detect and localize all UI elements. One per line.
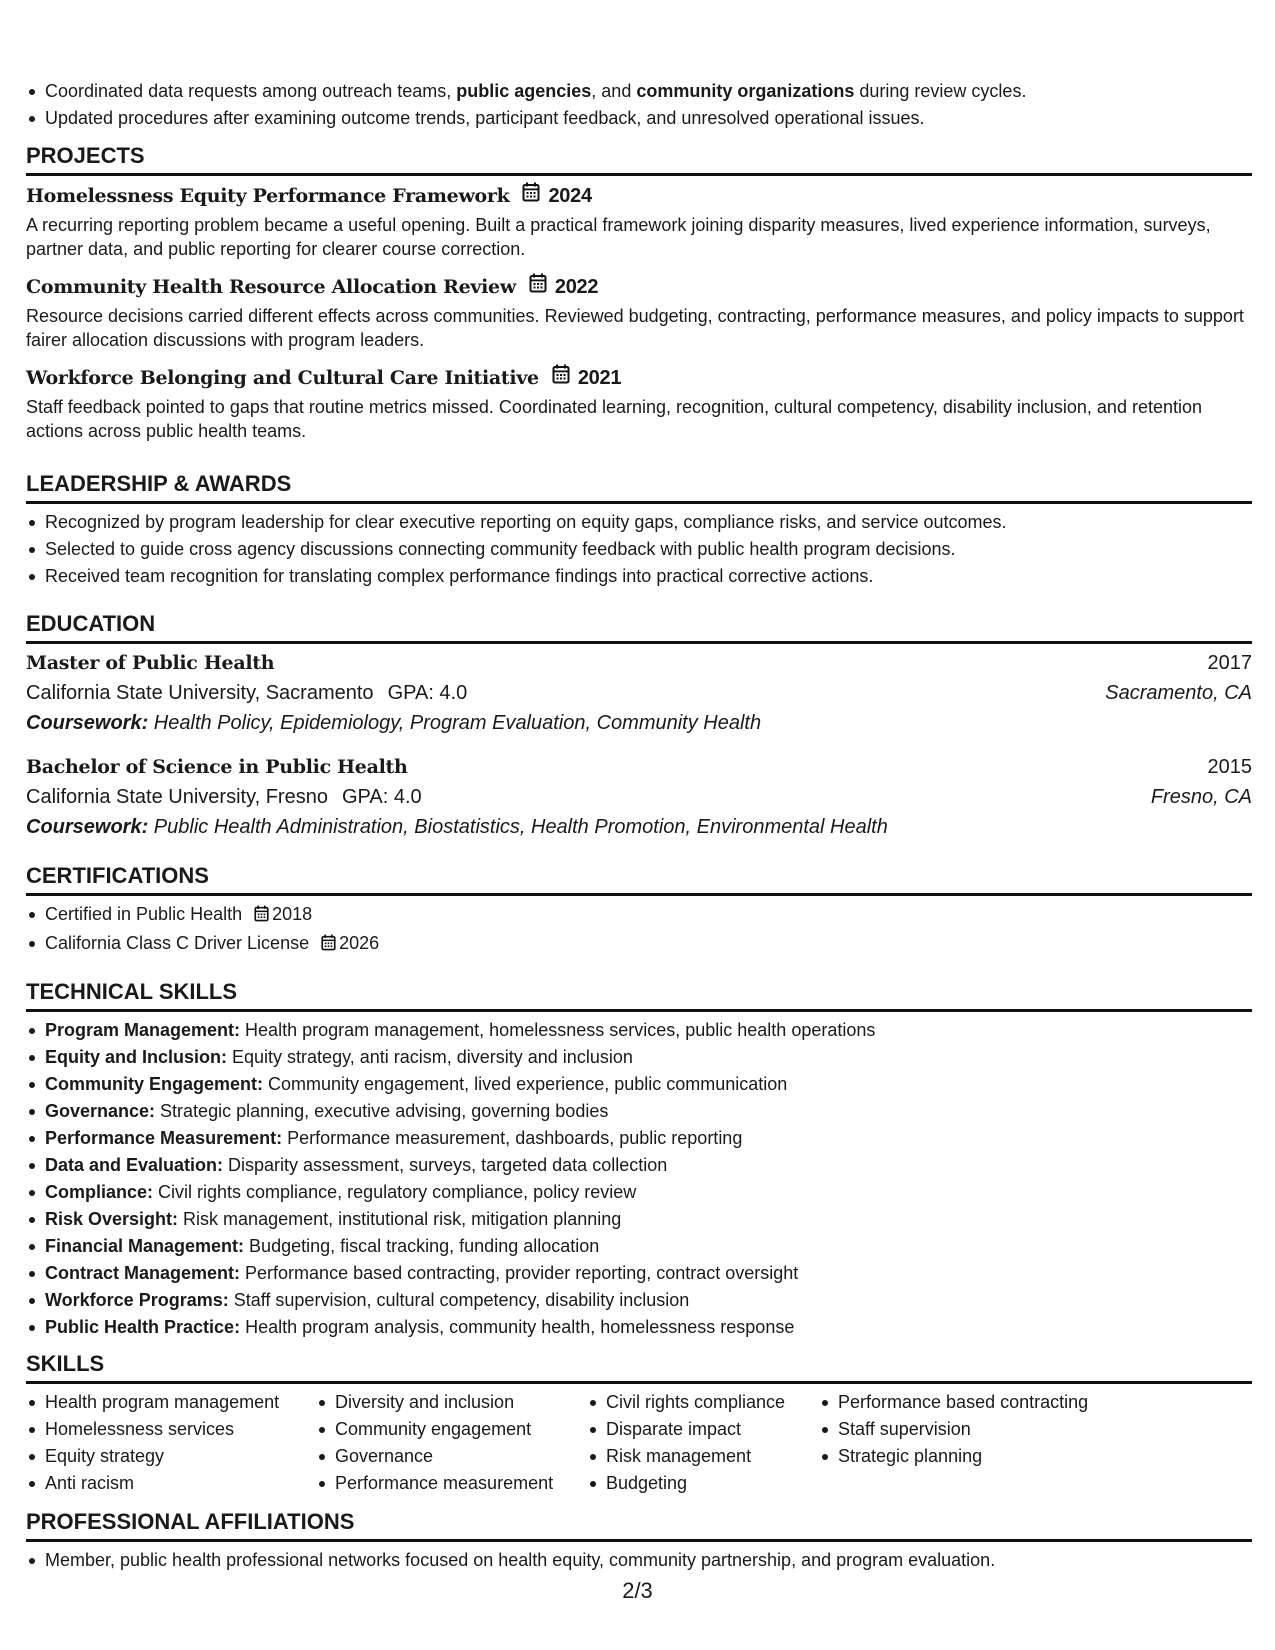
list-item: Data and Evaluation: Disparity assessment, surveys, targeted data collection [26,1152,1252,1179]
leadership-section [26,470,1252,590]
list-item: Anti racism [26,1470,316,1497]
section-title: CERTIFICATIONS [26,863,209,888]
degree: Bachelor of Science in Public Health [26,756,408,778]
section-title: TECHNICAL SKILLS [26,979,238,1004]
section-title: PROJECTS [26,143,145,168]
list-item: Received team recognition for translating complex performance findings into practical corrective actions. [26,563,1252,590]
list-item: Public Health Practice: Health program analysis, community health, homelessness response [26,1314,1252,1341]
calendar-icon [552,364,570,391]
gpa: GPA: 4.0 [341,786,422,808]
skills-column [316,1389,587,1497]
skills-section [26,1350,1252,1497]
calendar-icon [529,273,547,300]
education-item [26,648,1252,738]
list-item: Governance: Strategic planning, executive advising, governing bodies [26,1098,1252,1125]
location: Sacramento, CA [1105,682,1252,704]
list-item: Disparate impact [587,1416,819,1443]
page-number: 2/3 [622,1578,653,1603]
list-item: Selected to guide cross agency discussions connecting community feedback with public health program decisions. [26,536,1252,563]
project-name: Workforce Belonging and Cultural Care Initiative [26,366,539,389]
section-divider [26,173,1252,176]
list-item: Governance [316,1443,587,1470]
project-item [26,182,1252,261]
project-year: 2021 [577,366,622,389]
section-divider [26,1009,1252,1012]
list-item: Health program management [26,1389,316,1416]
project-year: 2024 [548,184,592,207]
technical-skills-section [26,978,1252,1341]
list-item: Risk Oversight: Risk management, institutional risk, mitigation planning [26,1206,1252,1233]
list-item: Community engagement [316,1416,587,1443]
location: Fresno, CA [1150,786,1252,808]
projects-section [26,142,1252,443]
project-year: 2022 [554,275,599,298]
education-section [26,610,1252,842]
list-item: Coordinated data requests among outreach teams, public agencies, and community organizations during review cycles. [26,78,1026,105]
list-item: Strategic planning [819,1443,1119,1470]
list-item: Certified in Public Health 2018 [26,901,1252,930]
list-item: Community Engagement: Community engagement, lived experience, public communication [26,1071,1252,1098]
affiliations-section [26,1508,1252,1574]
skills-column [819,1389,1119,1497]
project-description: Resource decisions carried different effects across communities. Reviewed budgeting, contracting, performance measures, and policy impacts to support fairer allocation discussions with program leaders. [26,306,1244,350]
section-divider [26,501,1252,504]
project-description: Staff feedback pointed to gaps that routine metrics missed. Coordinated learning, recognition, cultural competency, disability inclusion, and retention actions across public health teams. [26,397,1203,441]
education-item [26,752,1252,842]
section-divider [26,1539,1252,1542]
list-item: Performance based contracting [819,1389,1119,1416]
gpa: GPA: 4.0 [387,682,468,704]
list-item: Program Management: Health program management, homelessness services, public health operations [26,1017,1252,1044]
calendar-icon [321,932,336,959]
list-item: Updated procedures after examining outcome trends, participant feedback, and unresolved operational issues. [26,105,1026,132]
list-item: Diversity and inclusion [316,1389,587,1416]
project-name: Homelessness Equity Performance Framework [26,184,510,207]
project-item [26,364,1252,443]
list-item: Civil rights compliance [587,1389,819,1416]
section-divider [26,893,1252,896]
coursework: Coursework: Public Health Administration, Biostatistics, Health Promotion, Environmental Health [26,816,888,838]
experience-bullets [26,78,1026,132]
coursework: Coursework: Health Policy, Epidemiology, Program Evaluation, Community Health [26,712,762,734]
list-item: Member, public health professional networks focused on health equity, community partnership, and program evaluation. [26,1547,1252,1574]
section-divider [26,1381,1252,1384]
section-title: SKILLS [26,1351,105,1376]
skills-column [26,1389,316,1497]
section-title: LEADERSHIP & AWARDS [26,471,292,496]
list-item: Contract Management: Performance based contracting, provider reporting, contract oversight [26,1260,1252,1287]
list-item: Equity strategy [26,1443,316,1470]
section-title: EDUCATION [26,611,156,636]
list-item: Equity and Inclusion: Equity strategy, anti racism, diversity and inclusion [26,1044,1252,1071]
project-description: A recurring reporting problem became a useful opening. Built a practical framework joining disparity measures, lived experience information, surveys, partner data, and public reporting for clearer course correction. [26,215,1211,259]
list-item: Recognized by program leadership for clear executive reporting on equity gaps, compliance risks, and service outcomes. [26,509,1252,536]
school: California State University, Fresno [26,786,328,808]
skills-column [587,1389,819,1497]
school: California State University, Sacramento [26,682,374,704]
section-title: PROFESSIONAL AFFILIATIONS [26,1509,355,1534]
degree: Master of Public Health [26,652,275,674]
graduation-year: 2017 [1207,652,1252,674]
list-item: Performance measurement [316,1470,587,1497]
certifications-section [26,862,1252,959]
list-item: Workforce Programs: Staff supervision, cultural competency, disability inclusion [26,1287,1252,1314]
project-item [26,273,1252,352]
list-item: Budgeting [587,1470,819,1497]
list-item: California Class C Driver License 2026 [26,930,1252,959]
list-item: Staff supervision [819,1416,1119,1443]
section-divider [26,641,1252,644]
list-item: Homelessness services [26,1416,316,1443]
calendar-icon [254,903,269,930]
calendar-icon [522,182,540,209]
graduation-year: 2015 [1207,756,1252,778]
list-item: Compliance: Civil rights compliance, regulatory compliance, policy review [26,1179,1252,1206]
list-item: Performance Measurement: Performance measurement, dashboards, public reporting [26,1125,1252,1152]
project-name: Community Health Resource Allocation Review [26,275,516,298]
list-item: Risk management [587,1443,819,1470]
list-item: Financial Management: Budgeting, fiscal tracking, funding allocation [26,1233,1252,1260]
